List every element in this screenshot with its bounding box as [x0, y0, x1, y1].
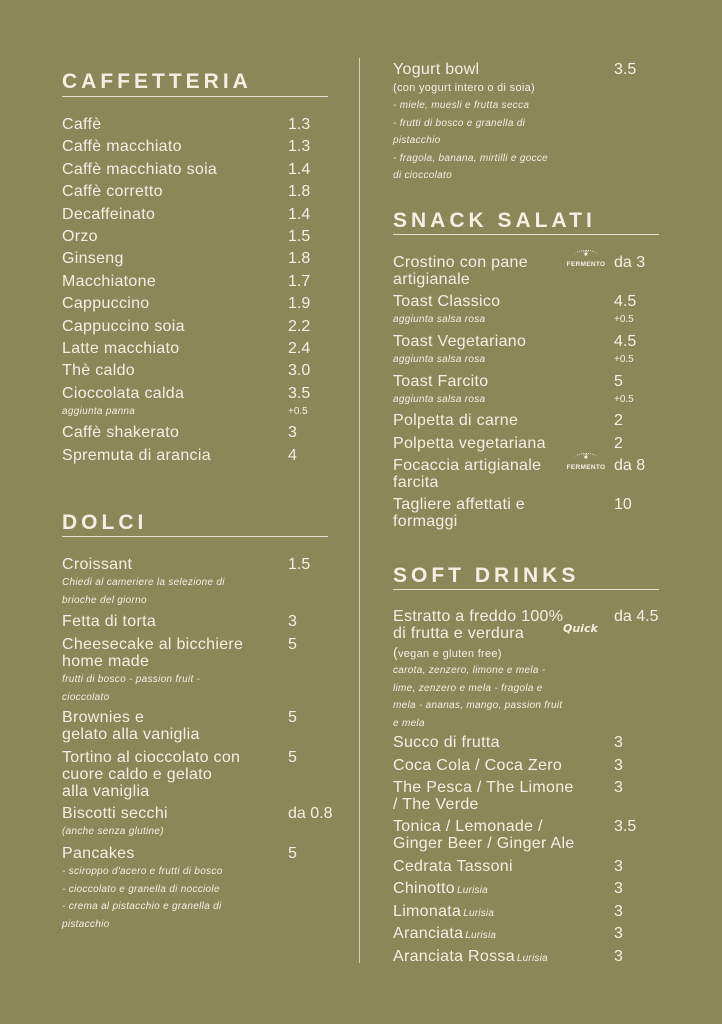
logo-arc	[574, 453, 598, 464]
item-name	[62, 318, 185, 335]
item-name-text: Succo di frutta	[393, 734, 500, 751]
item-name-text: Chinotto	[393, 880, 455, 897]
item-name	[62, 138, 182, 155]
item-price: 3	[614, 925, 623, 942]
item-subtitle: (con yogurt intero o di soia)	[393, 82, 535, 94]
item-name	[393, 903, 494, 922]
item-name: artigianale	[393, 271, 471, 288]
item-note-price: +0.5	[614, 394, 634, 405]
item-price: 5	[288, 709, 297, 726]
item-name-text: Aranciata	[393, 925, 464, 942]
item-name: cuore caldo e gelato	[62, 766, 213, 783]
item-name-text: Pancakes	[62, 845, 135, 862]
item-name: alla vaniglia	[62, 783, 150, 800]
item-name-text: Toast Farcito	[393, 373, 489, 390]
item-price: 1.4	[288, 206, 311, 223]
leaf-icon: ❦	[583, 454, 589, 461]
column-divider	[359, 58, 360, 963]
item-price: 4.5	[614, 333, 637, 350]
fermento-logo	[566, 453, 606, 475]
section-rule	[62, 96, 328, 97]
leaf-icon: ❦	[583, 251, 589, 258]
item-name: di frutta e verdura	[393, 625, 525, 642]
item-note: aggiunta salsa rosa	[393, 314, 486, 325]
item-brand: Lurisia	[516, 953, 548, 964]
item-name-text: Polpetta vegetariana	[393, 435, 546, 452]
item-price: 10	[614, 496, 632, 513]
item-name-text: Cappuccino soia	[62, 318, 185, 335]
item-name: Tagliere affettati e	[393, 496, 526, 513]
item-name-text: Biscotti secchi	[62, 805, 168, 822]
item-price: 3	[614, 858, 623, 875]
item-note: e mela	[393, 717, 425, 729]
item-brand: Lurisia	[463, 908, 495, 919]
item-note: pistacchio	[393, 135, 441, 146]
item-name	[62, 447, 211, 464]
item-price: 1.9	[288, 295, 311, 312]
item-name-text: Toast Vegetariano	[393, 333, 527, 350]
quick-brand: Quick	[563, 622, 598, 635]
item-price: 5	[288, 636, 297, 653]
item-price: 1.5	[288, 228, 311, 245]
section-rule	[393, 589, 659, 590]
item-price: 3	[288, 424, 297, 441]
item-name: Tonica / Lemonade /	[393, 818, 543, 835]
item-note: frutti di bosco - passion fruit -	[62, 674, 201, 685]
item-name	[62, 161, 217, 178]
item-note: brioche del giorno	[62, 594, 147, 606]
item-price: 5	[614, 373, 623, 390]
item-note: - sciroppo d'acero e frutti di bosco	[62, 866, 223, 877]
item-name	[62, 556, 132, 573]
item-note-price: +0.5	[288, 406, 308, 417]
section-rule	[62, 536, 328, 537]
item-name: formaggi	[393, 513, 458, 530]
item-price: 1.4	[288, 161, 311, 178]
item-name-text: Polpetta di carne	[393, 412, 519, 429]
item-note: lime, zenzero e mela - fragola e	[393, 682, 543, 694]
item-price: 1.8	[288, 250, 311, 267]
item-note: di cioccolato	[393, 170, 452, 181]
item-name: Tortino al cioccolato con	[62, 749, 241, 766]
item-name-text: Aranciata Rossa	[393, 948, 515, 965]
item-name	[62, 295, 150, 312]
item-name	[62, 228, 98, 245]
item-note: mela - ananas, mango, passion fruit	[393, 700, 563, 711]
item-price: da 0.8	[288, 805, 333, 822]
section-title: DOLCI	[62, 511, 148, 534]
item-name-text: Cedrata Tassoni	[393, 858, 513, 875]
item-name: Estratto a freddo 100%	[393, 608, 564, 625]
logo-wordmark: FERMENTO	[566, 261, 606, 268]
item-price: da 3	[614, 254, 646, 271]
item-price: 2	[614, 435, 623, 452]
item-name-text: Caffè	[62, 116, 102, 133]
item-name	[393, 293, 500, 310]
item-price: 3	[614, 948, 623, 965]
item-name	[393, 925, 496, 944]
item-name: farcita	[393, 474, 439, 491]
item-name-text: Spremuta di arancia	[62, 447, 211, 464]
item-note: aggiunta salsa rosa	[393, 394, 486, 405]
item-brand: Lurisia	[465, 930, 497, 941]
item-brand: Lurisia	[457, 885, 488, 896]
item-name: Cheesecake al bicchiere	[62, 636, 244, 653]
item-name-text: Toast Classico	[393, 293, 501, 310]
item-note: - crema al pistacchio e granella di	[62, 901, 222, 912]
item-name-text: Limonata	[393, 903, 462, 920]
item-name	[393, 757, 562, 774]
item-price: 3.5	[614, 818, 637, 835]
item-name-text: Thè caldo	[62, 362, 135, 379]
item-price: 1.3	[288, 116, 311, 133]
item-note: aggiunta salsa rosa	[393, 354, 486, 365]
item-note-price: +0.5	[614, 354, 634, 365]
item-name-text: Cappuccino	[62, 295, 150, 312]
item-note: - fragola, banana, mirtilli e gocce	[393, 152, 549, 164]
item-name: Yogurt bowl	[393, 61, 480, 78]
item-price: 3	[614, 880, 623, 897]
item-price: da 4.5	[614, 608, 659, 625]
item-name	[393, 858, 513, 875]
item-name-text: Caffè shakerato	[62, 424, 180, 441]
item-price: 2.2	[288, 318, 311, 335]
item-note: - frutti di bosco e granella di	[393, 117, 526, 129]
item-price: 3	[614, 903, 623, 920]
item-name-text: Caffè macchiato	[62, 138, 182, 155]
item-name	[393, 373, 489, 390]
item-name	[62, 116, 101, 133]
item-name	[62, 362, 135, 379]
item-price: 1.3	[288, 138, 311, 155]
item-price: 3	[614, 734, 623, 751]
item-name	[62, 845, 135, 862]
item-name-text: Latte macchiato	[62, 340, 180, 357]
item-price: 1.8	[288, 183, 311, 200]
item-note: (anche senza glutine)	[62, 826, 164, 837]
item-note: pistacchio	[62, 918, 110, 930]
item-name	[62, 613, 156, 630]
item-name	[393, 880, 488, 899]
item-price: 5	[288, 845, 297, 862]
item-price: 5	[288, 749, 297, 766]
item-price: 2.4	[288, 340, 311, 357]
item-name-text: Orzo	[62, 228, 98, 245]
item-name-text: Caffè corretto	[62, 183, 163, 200]
item-name	[393, 948, 548, 967]
item-note-price: +0.5	[614, 314, 634, 325]
item-price: da 8	[614, 457, 646, 474]
paren: (	[393, 644, 398, 660]
item-name-text: Decaffeinato	[62, 206, 156, 223]
item-name	[62, 250, 124, 267]
item-name	[393, 412, 518, 429]
item-price: 1.7	[288, 273, 311, 290]
item-price: 3	[614, 779, 623, 796]
item-price: 4.5	[614, 293, 637, 310]
section-title: SNACK SALATI	[393, 209, 596, 232]
item-name	[62, 206, 155, 223]
item-price: 3	[614, 757, 623, 774]
item-name: home made	[62, 653, 150, 670]
item-name: Ginger Beer / Ginger Ale	[393, 835, 575, 852]
item-name	[62, 805, 168, 822]
item-subtitle	[393, 644, 502, 664]
item-name	[62, 183, 163, 200]
item-name	[62, 273, 156, 290]
item-price: 4	[288, 447, 297, 464]
logo-wordmark: FERMENTO	[566, 464, 606, 471]
item-name-text: Croissant	[62, 556, 133, 573]
item-name: / The Verde	[393, 796, 479, 813]
item-note: - cioccolato e granella di nocciole	[62, 883, 220, 895]
section-title: CAFFETTERIA	[62, 70, 252, 93]
section-rule	[393, 234, 659, 235]
item-name: Brownies e	[62, 709, 145, 726]
item-name	[393, 333, 526, 350]
item-name	[62, 385, 184, 402]
item-name: Focaccia artigianale	[393, 457, 542, 474]
item-name: Crostino con pane	[393, 254, 528, 271]
section-title: SOFT DRINKS	[393, 564, 580, 587]
logo-arc	[574, 250, 598, 261]
item-name	[62, 340, 179, 357]
item-name-text: Macchiatone	[62, 273, 157, 290]
item-note: aggiunta panna	[62, 406, 136, 417]
item-name-text: Fetta di torta	[62, 613, 157, 630]
item-name: The Pesca / The Limone	[393, 779, 574, 796]
item-note: - miele, muesli e frutta secca	[393, 100, 530, 111]
item-name-text: Coca Cola / Coca Zero	[393, 757, 563, 774]
item-price: 3.5	[614, 61, 637, 78]
item-name	[393, 435, 546, 452]
item-price: 3	[288, 613, 297, 630]
item-note: cioccolato	[62, 691, 110, 703]
item-price: 3.5	[288, 385, 311, 402]
fermento-logo	[566, 250, 606, 272]
item-note: carota, zenzero, limone e mela -	[393, 665, 546, 676]
subtitle-text: vegan e gluten free)	[397, 648, 502, 660]
item-name-text: Cioccolata calda	[62, 385, 185, 402]
item-name	[393, 734, 500, 751]
item-price: 1.5	[288, 556, 311, 573]
item-price: 3.0	[288, 362, 311, 379]
item-note: Chiedi al cameriere la selezione di	[62, 577, 225, 588]
item-name-text: Ginseng	[62, 250, 124, 267]
item-name	[62, 424, 179, 441]
item-name: gelato alla vaniglia	[62, 726, 200, 743]
item-name-text: Caffè macchiato soia	[62, 161, 218, 178]
item-price: 2	[614, 412, 623, 429]
